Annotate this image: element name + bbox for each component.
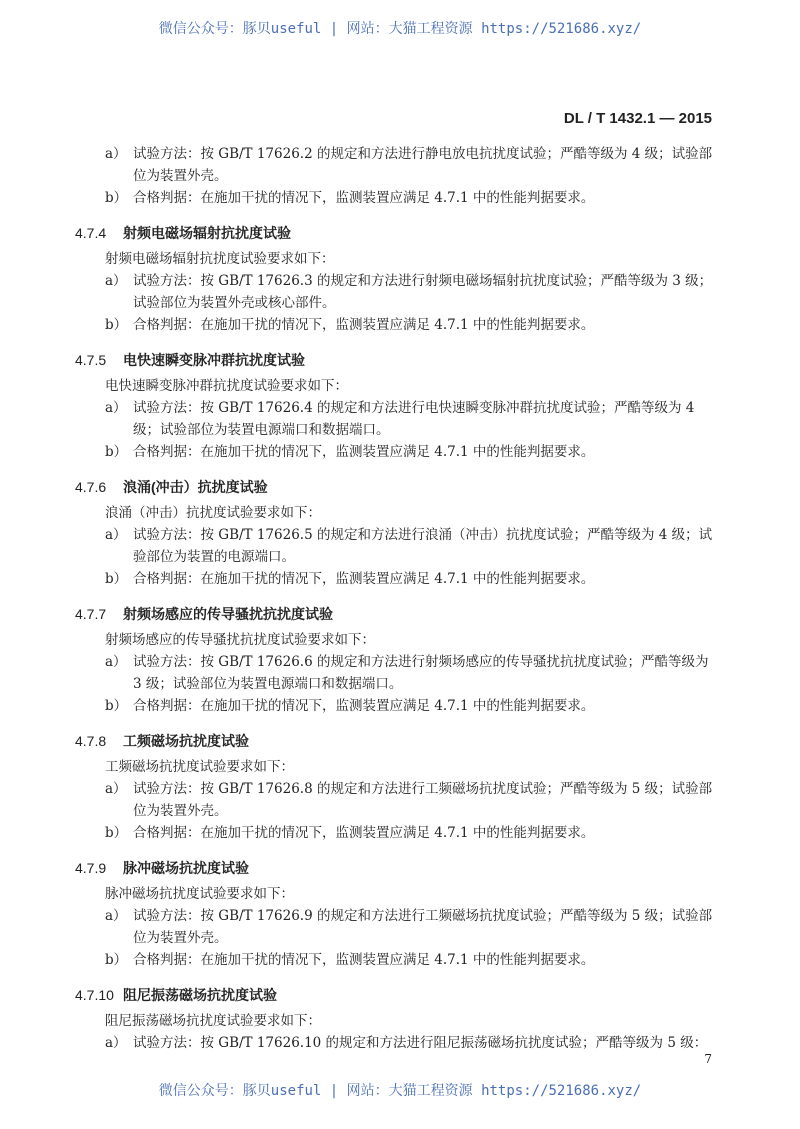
list-item-label: b）: [105, 444, 128, 460]
standard-number: DL / T 1432.1 — 2015: [563, 110, 712, 127]
page-number: 7: [704, 1052, 712, 1066]
section-intro: 脉冲磁场抗扰度试验要求如下：: [105, 886, 294, 902]
section-title: 脉冲磁场抗扰度试验: [123, 860, 249, 876]
list-item-text: 级；试验部位为装置电源端口和数据端口。: [133, 422, 390, 438]
list-item: [75, 822, 715, 844]
section-intro: 射频电磁场辐射抗扰度试验要求如下：: [105, 251, 335, 267]
section-intro: 浪涌（冲击）抗扰度试验要求如下：: [105, 505, 321, 521]
section-title: 浪涌(冲击）抗扰度试验: [123, 479, 268, 495]
watermark-bottom: 微信公众号：豚贝useful | 网站：大猫工程资源 https://521686.xyz/: [158, 1083, 642, 1099]
list-item-text: 试验方法：按 GB/T 17626.9 的规定和方法进行工频磁场抗扰度试验；严酷等级为 5 级；试验部: [133, 908, 713, 924]
section-number: 4.7.5: [75, 352, 107, 368]
list-item-text: 3 级；试验部位为装置电源端口和数据端口。: [133, 676, 403, 692]
list-item-text: 合格判据：在施加干扰的情况下，监测装置应满足 4.7.1 中的性能判据要求。: [133, 190, 595, 206]
list-item-text: 试验方法：按 GB/T 17626.8 的规定和方法进行工频磁场抗扰度试验；严酷等级为 5 级；试验部: [133, 781, 713, 797]
list-item-text: 试验方法：按 GB/T 17626.4 的规定和方法进行电快速瞬变脉冲群抗扰度试验；严酷等级为 4: [133, 400, 695, 416]
list-item: [75, 397, 715, 441]
document-body: [75, 143, 715, 1054]
list-item-text: 验部位为装置的电源端口。: [133, 549, 295, 565]
section-intro: 阻尼振荡磁场抗扰度试验要求如下：: [105, 1013, 321, 1029]
list-item-label: b）: [105, 698, 128, 714]
list-item: [75, 314, 715, 336]
section-intro: 工频磁场抗扰度试验要求如下：: [105, 759, 294, 775]
section-number: 4.7.10: [75, 987, 114, 1003]
list-item-label: a）: [105, 527, 127, 543]
list-item: [75, 568, 715, 590]
list-item-label: a）: [105, 654, 127, 670]
list-item-text: 合格判据：在施加干扰的情况下，监测装置应满足 4.7.1 中的性能判据要求。: [133, 825, 595, 841]
list-item-text: 试验方法：按 GB/T 17626.2 的规定和方法进行静电放电抗扰度试验；严酷等级为 4 级；试验部: [133, 146, 713, 162]
list-item-text: 试验方法：按 GB/T 17626.6 的规定和方法进行射频场感应的传导骚扰抗扰度试验；严酷等级为: [133, 654, 709, 670]
list-item: [75, 441, 715, 463]
list-item: [75, 187, 715, 209]
watermark-top: 微信公众号：豚贝useful | 网站：大猫工程资源 https://521686.xyz/: [158, 21, 642, 37]
list-item-label: a）: [105, 146, 127, 162]
list-item-text: 合格判据：在施加干扰的情况下，监测装置应满足 4.7.1 中的性能判据要求。: [133, 698, 595, 714]
section-heading: [75, 984, 715, 1006]
section-intro: 射频场感应的传导骚扰抗扰度试验要求如下：: [105, 632, 375, 648]
list-item-text: 试验方法：按 GB/T 17626.3 的规定和方法进行射频电磁场辐射抗扰度试验；严酷等级为 3 级；: [133, 273, 713, 289]
list-item-text: 合格判据：在施加干扰的情况下，监测装置应满足 4.7.1 中的性能判据要求。: [133, 571, 595, 587]
list-item: [75, 695, 715, 717]
list-item-text: 试验方法：按 GB/T 17626.5 的规定和方法进行浪涌（冲击）抗扰度试验；严酷等级为 4 级；试: [133, 527, 713, 543]
list-item-text: 合格判据：在施加干扰的情况下，监测装置应满足 4.7.1 中的性能判据要求。: [133, 317, 595, 333]
list-item-label: a）: [105, 400, 127, 416]
list-item: [75, 1032, 715, 1054]
section-title: 电快速瞬变脉冲群抗扰度试验: [123, 352, 305, 368]
list-item-text: 位为装置外壳。: [133, 803, 228, 819]
list-item: [75, 270, 715, 314]
list-item: [75, 524, 715, 568]
list-item: [75, 143, 715, 187]
section-title: 射频电磁场辐射抗扰度试验: [123, 225, 291, 241]
section-number: 4.7.8: [75, 733, 107, 749]
list-item: [75, 651, 715, 695]
list-item: [75, 778, 715, 822]
list-item-label: a）: [105, 273, 127, 289]
list-item-label: a）: [105, 908, 127, 924]
section-title: 工频磁场抗扰度试验: [123, 733, 249, 749]
list-item: [75, 949, 715, 971]
section-heading: [75, 730, 715, 752]
list-item-text: 合格判据：在施加干扰的情况下，监测装置应满足 4.7.1 中的性能判据要求。: [133, 444, 595, 460]
section-number: 4.7.9: [75, 860, 107, 876]
list-item-label: b）: [105, 952, 128, 968]
section-heading: [75, 857, 715, 879]
section-number: 4.7.7: [75, 606, 107, 622]
list-item: [75, 905, 715, 949]
section-number: 4.7.6: [75, 479, 107, 495]
list-item-text: 位为装置外壳。: [133, 168, 228, 184]
section-title: 阻尼振荡磁场抗扰度试验: [123, 987, 277, 1003]
section-intro: 电快速瞬变脉冲群抗扰度试验要求如下：: [105, 378, 348, 394]
list-item-label: b）: [105, 317, 128, 333]
list-item-label: b）: [105, 190, 128, 206]
section-heading: [75, 603, 715, 625]
list-item-text: 合格判据：在施加干扰的情况下，监测装置应满足 4.7.1 中的性能判据要求。: [133, 952, 595, 968]
list-item-label: b）: [105, 825, 128, 841]
section-number: 4.7.4: [75, 225, 107, 241]
section-title: 射频场感应的传导骚扰抗扰度试验: [123, 606, 333, 622]
list-item-text: 位为装置外壳。: [133, 930, 228, 946]
section-heading: [75, 476, 715, 498]
list-item-text: 试验方法：按 GB/T 17626.10 的规定和方法进行阻尼振荡磁场抗扰度试验；严酷等级为 5 级：: [133, 1035, 708, 1051]
list-item-label: a）: [105, 1035, 127, 1051]
list-item-label: b）: [105, 571, 128, 587]
section-heading: [75, 222, 715, 244]
list-item-label: a）: [105, 781, 127, 797]
list-item-text: 试验部位为装置外壳或核心部件。: [133, 295, 336, 311]
section-heading: [75, 349, 715, 371]
